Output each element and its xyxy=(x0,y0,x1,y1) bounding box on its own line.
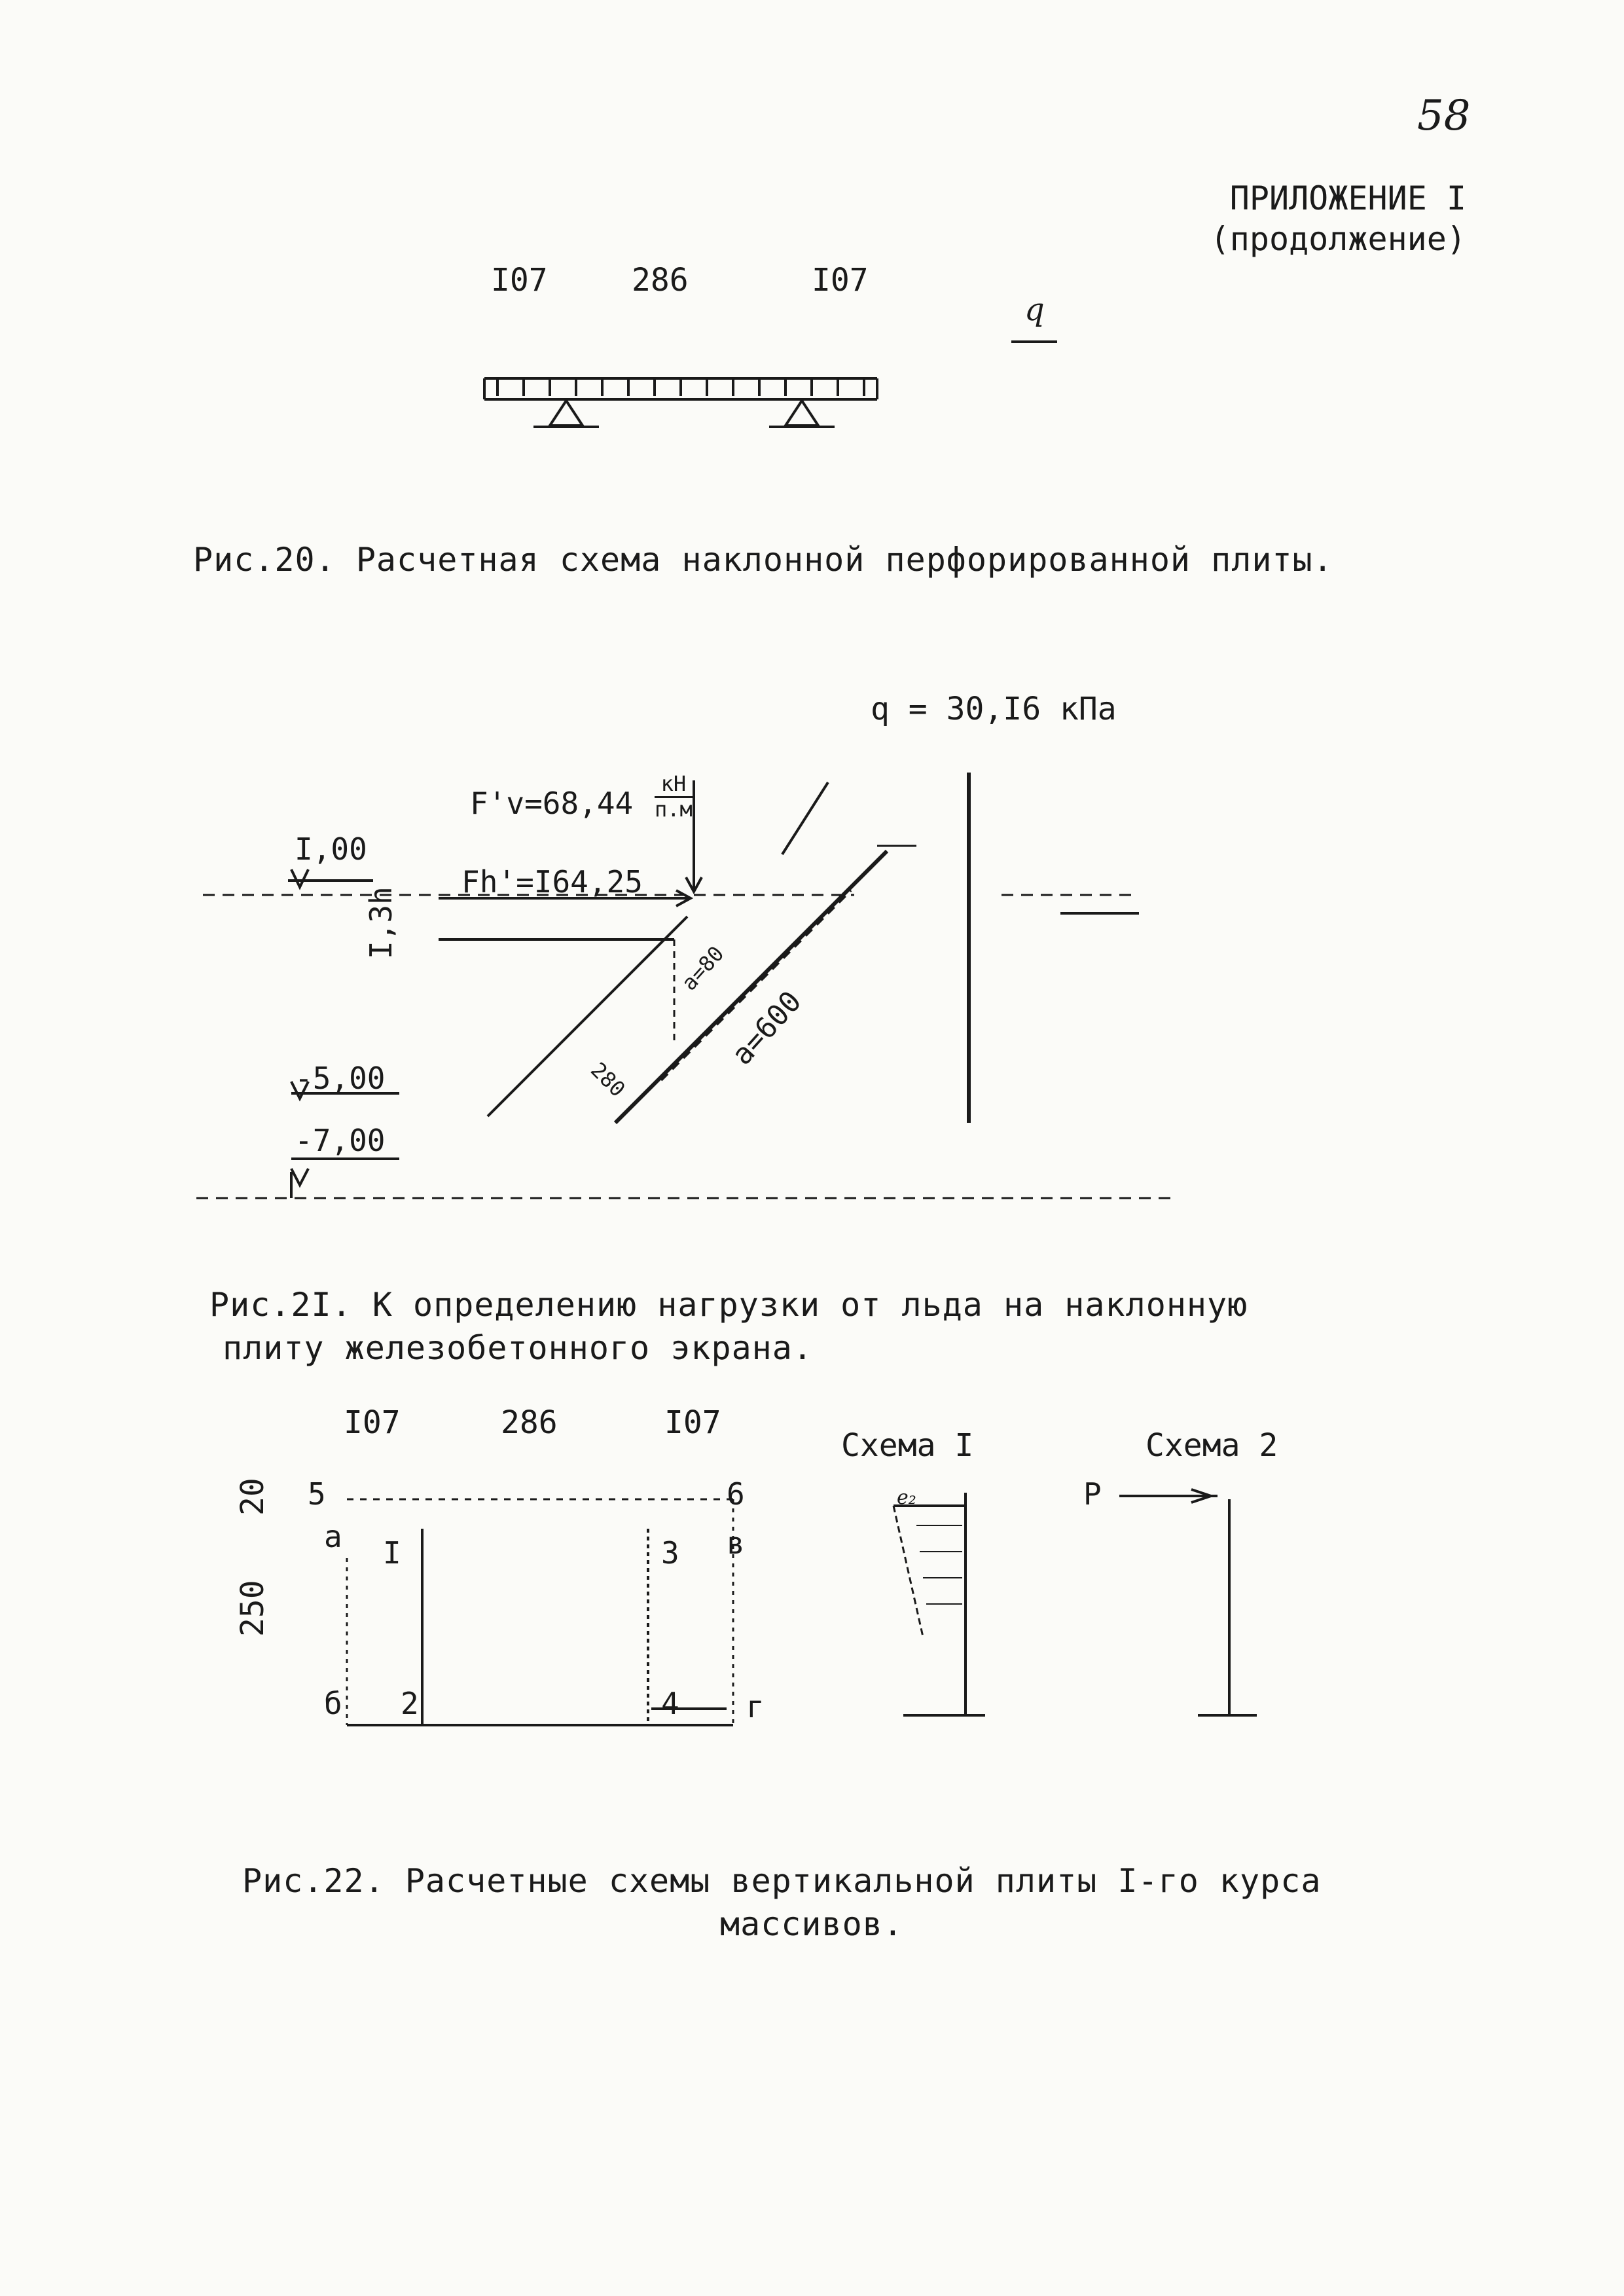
appendix-title: ПРИЛОЖЕНИЕ I xyxy=(1229,179,1466,217)
fig21-dim-280: 280 xyxy=(586,1057,630,1102)
fig20-dim-right: I07 xyxy=(812,262,869,299)
fig21-fv-label: F'v=68,44 xyxy=(470,786,634,821)
fig22-node-1: I xyxy=(383,1535,401,1571)
fig20-dim-left: I07 xyxy=(491,262,548,299)
fig21-height-label: I,3h xyxy=(363,886,399,959)
fig22-scheme1-load: e₂ xyxy=(897,1486,916,1509)
fig20-support-right xyxy=(769,401,835,427)
fig22-scheme2 xyxy=(1119,1489,1257,1715)
fig21-q-label: q = 30,I6 кПа xyxy=(871,691,1117,727)
fig20-caption: Рис.20. Расчетная схема наклонной перфорированной плиты. xyxy=(193,541,1333,579)
fig22-dim-top: 20 xyxy=(234,1478,271,1516)
fig22-dim-right: I07 xyxy=(664,1404,721,1441)
fig21-caption-line1: Рис.2I. К определению нагрузки от льда на наклонную xyxy=(209,1286,1248,1324)
fig22-scheme2-title: Схема 2 xyxy=(1146,1427,1278,1464)
fig21-fv-unit-top: кН xyxy=(655,773,693,798)
fig22-scheme2-force: P xyxy=(1083,1476,1102,1512)
fig22-node-5: 5 xyxy=(308,1476,326,1512)
fig22-caption-line1: Рис.22. Расчетные схемы вертикальной плиты I-го курса xyxy=(242,1862,1322,1900)
fig22-node-3: 3 xyxy=(661,1535,679,1571)
fig21-inclined-plate xyxy=(488,782,887,1123)
fig22-node-a: а xyxy=(324,1519,342,1554)
fig22-dim-height: 250 xyxy=(234,1580,271,1637)
fig21-level-top: I,00 xyxy=(295,831,367,867)
fig22-caption-line2: массивов. xyxy=(720,1905,903,1943)
fig20-support-left xyxy=(533,401,599,427)
fig22-dim-mid: 286 xyxy=(501,1404,558,1441)
fig22-node-2: 2 xyxy=(401,1686,419,1721)
fig21-level-mid: -5,00 xyxy=(295,1061,386,1096)
fig21-fh-label: Fh'=I64,25 xyxy=(461,864,643,900)
fig22-node-v: в xyxy=(727,1525,745,1561)
fig21-level-bottom: -7,00 xyxy=(295,1123,386,1158)
fig22-node-6: 6 xyxy=(727,1476,745,1512)
fig22-node-4: 4 xyxy=(661,1686,679,1721)
appendix-subtitle: (продолжение) xyxy=(1210,220,1466,258)
page-number: 58 xyxy=(1417,92,1471,140)
fig22-dim-left: I07 xyxy=(344,1404,401,1441)
fig22-scheme1-title: Схема I xyxy=(841,1427,974,1464)
fig21-fv-unit-bottom: п.м xyxy=(655,797,693,822)
fig22-scheme1 xyxy=(893,1493,985,1715)
fig21-caption-line2: плиту железобетонного экрана. xyxy=(223,1329,813,1367)
fig20-load-label: q xyxy=(1024,291,1045,328)
fig22-node-g: г xyxy=(746,1689,765,1724)
fig21-a-small: a=80 xyxy=(676,941,729,996)
fig21-a-large: a=600 xyxy=(725,985,808,1072)
fig20-beam xyxy=(484,378,877,399)
fig20-dim-mid: 286 xyxy=(632,262,689,299)
fig22-node-b: б xyxy=(324,1686,342,1721)
fig21-fv-unit xyxy=(655,773,693,820)
